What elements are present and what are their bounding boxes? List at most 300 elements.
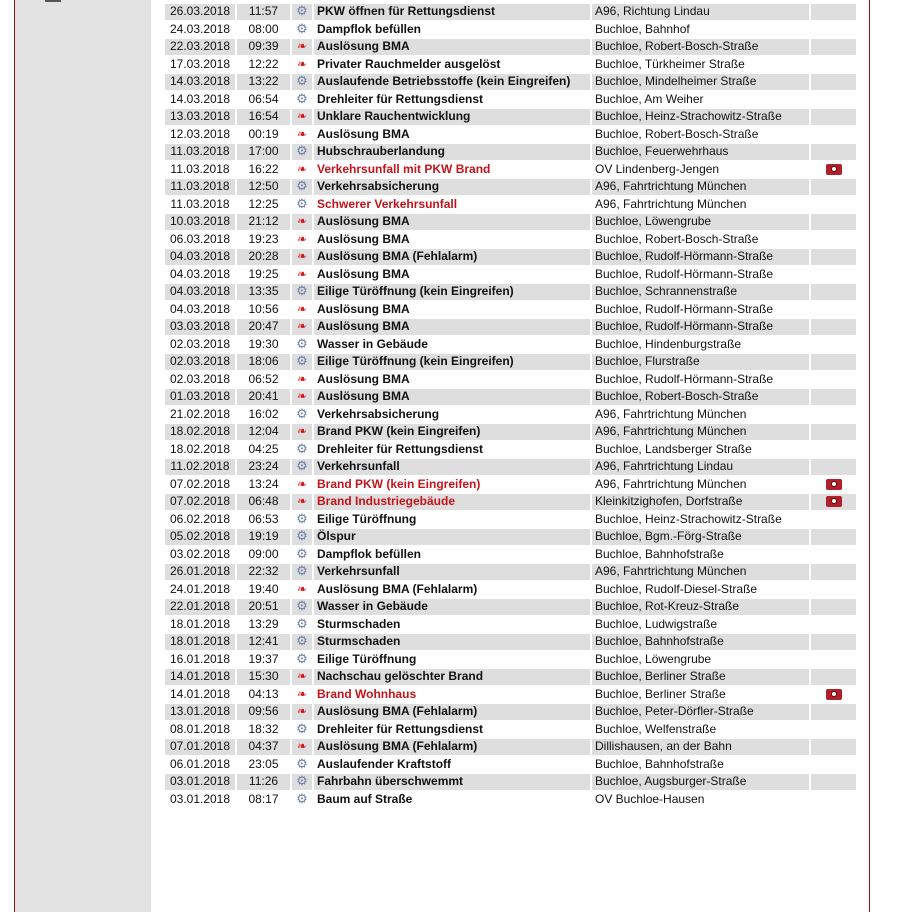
row-media-cell [811,39,856,55]
row-location: A96, Fahrtrichtung München [592,424,809,440]
row-title-link[interactable]: Sturmschaden [314,617,590,633]
gear-icon: ⚙ [296,615,308,631]
row-date: 18.01.2018 [165,634,235,650]
table-row [165,564,856,580]
row-title-link[interactable]: Verkehrsunfall mit PKW Brand [314,162,590,178]
row-title-link[interactable]: Auslösung BMA [314,39,590,55]
row-title-link[interactable]: Hubschrauberlandung [314,144,590,160]
flame-icon: ❧ [295,109,309,124]
row-media-cell [811,529,856,545]
gear-icon: ⚙ [296,633,308,649]
row-type-cell [292,739,312,755]
row-type-cell [292,547,312,563]
table-row [165,144,856,160]
row-location: OV Buchloe-Hausen [592,792,809,808]
table-row [165,494,856,510]
row-time: 11:57 [237,4,290,20]
row-location: Buchloe, Bahnhof [592,22,809,38]
table-row [165,774,856,790]
row-time: 13:35 [237,284,290,300]
row-media-cell [811,57,856,73]
row-location: Buchloe, Rudolf-Hörmann-Straße [592,249,809,265]
row-date: 12.03.2018 [165,127,235,143]
row-media-cell [811,179,856,195]
row-date: 22.01.2018 [165,599,235,615]
row-type-cell [292,389,312,405]
table-row [165,512,856,528]
row-title-link[interactable]: Fahrbahn überschwemmt [314,774,590,790]
row-time: 12:50 [237,179,290,195]
flame-icon: ❧ [295,214,309,229]
row-type-cell [292,652,312,668]
table-row [165,284,856,300]
row-title-link[interactable]: Auslösung BMA (Fehlalarm) [314,739,590,755]
row-time: 11:26 [237,774,290,790]
right-border [869,0,870,912]
row-media-cell [811,792,856,808]
row-media-cell [811,599,856,615]
row-date: 14.01.2018 [165,669,235,685]
row-title-link[interactable]: Wasser in Gebäude [314,599,590,615]
row-time: 08:00 [237,22,290,38]
table-row [165,669,856,685]
sidebar-strip [45,0,61,2]
row-type-cell [292,722,312,738]
row-location: A96, Fahrtrichtung Lindau [592,459,809,475]
row-location: Buchloe, Heinz-Strachowitz-Straße [592,109,809,125]
row-time: 20:47 [237,319,290,335]
row-title-link[interactable]: Auslösung BMA [314,389,590,405]
row-media-cell [811,354,856,370]
row-date: 03.03.2018 [165,319,235,335]
flame-icon: ❧ [295,581,309,596]
row-title-link[interactable]: Brand PKW (kein Eingreifen) [314,477,590,493]
row-title-link[interactable]: Unklare Rauchentwicklung [314,109,590,125]
row-title-link[interactable]: Drehleiter für Rettungsdienst [314,722,590,738]
row-time: 23:24 [237,459,290,475]
row-title-link[interactable]: Brand PKW (kein Eingreifen) [314,424,590,440]
row-date: 03.01.2018 [165,792,235,808]
row-location: OV Lindenberg-Jengen [592,162,809,178]
row-location: Buchloe, Rudolf-Hörmann-Straße [592,372,809,388]
row-type-cell [292,459,312,475]
row-date: 05.02.2018 [165,529,235,545]
gear-icon: ⚙ [296,773,308,789]
table-row [165,477,856,493]
row-date: 24.03.2018 [165,22,235,38]
table-row [165,57,856,73]
row-title-link[interactable]: Eilige Türöffnung [314,512,590,528]
row-time: 23:05 [237,757,290,773]
gear-icon: ⚙ [296,528,308,544]
row-time: 06:48 [237,494,290,510]
row-time: 13:22 [237,74,290,90]
row-type-cell [292,704,312,720]
row-type-cell [292,39,312,55]
row-time: 22:32 [237,564,290,580]
row-type-cell [292,302,312,318]
row-location: Buchloe, Berliner Straße [592,669,809,685]
table-row [165,162,856,178]
row-time: 04:25 [237,442,290,458]
row-location: Kleinkitzighofen, Dorfstraße [592,494,809,510]
row-media-cell [811,512,856,528]
row-media-cell [811,92,856,108]
table-row [165,442,856,458]
row-location: Buchloe, Robert-Bosch-Straße [592,127,809,143]
row-title-link[interactable]: Eilige Türöffnung [314,652,590,668]
row-location: Buchloe, Mindelheimer Straße [592,74,809,90]
table-row [165,337,856,353]
table-row [165,39,856,55]
table-row [165,302,856,318]
table-row [165,267,856,283]
row-time: 16:54 [237,109,290,125]
row-time: 18:32 [237,722,290,738]
row-date: 07.01.2018 [165,739,235,755]
row-title-link[interactable]: Wasser in Gebäude [314,337,590,353]
camera-icon[interactable] [826,496,842,507]
row-media-cell [811,669,856,685]
row-time: 20:51 [237,599,290,615]
sidebar [15,0,151,912]
row-time: 12:25 [237,197,290,213]
row-title-link[interactable]: Auslaufender Kraftstoff [314,757,590,773]
row-location: Buchloe, Bahnhofstraße [592,757,809,773]
row-date: 11.03.2018 [165,179,235,195]
row-title-link[interactable]: Verkehrsabsicherung [314,179,590,195]
row-type-cell [292,599,312,615]
camera-icon[interactable] [826,689,842,700]
row-media-cell [811,739,856,755]
row-time: 19:30 [237,337,290,353]
row-time: 08:17 [237,792,290,808]
row-type-cell [292,774,312,790]
row-location: Buchloe, Bahnhofstraße [592,634,809,650]
flame-icon: ❧ [295,424,309,439]
flame-icon: ❧ [295,56,309,71]
table-row [165,407,856,423]
flame-icon: ❧ [295,161,309,176]
row-type-cell [292,477,312,493]
row-date: 04.03.2018 [165,267,235,283]
row-type-cell [292,57,312,73]
row-media-cell [811,582,856,598]
row-type-cell [292,232,312,248]
row-location: A96, Richtung Lindau [592,4,809,20]
flame-icon: ❧ [295,39,309,54]
table-row [165,617,856,633]
row-time: 13:29 [237,617,290,633]
row-title-link[interactable]: Dampflok befüllen [314,22,590,38]
row-type-cell [292,634,312,650]
flame-icon: ❧ [295,301,309,316]
row-time: 09:56 [237,704,290,720]
row-location: Buchloe, Schrannenstraße [592,284,809,300]
row-time: 12:22 [237,57,290,73]
row-title-link[interactable]: Eilige Türöffnung (kein Eingreifen) [314,284,590,300]
table-row [165,529,856,545]
row-media-cell [811,477,856,493]
row-date: 08.01.2018 [165,722,235,738]
row-location: Buchloe, Robert-Bosch-Straße [592,389,809,405]
row-title-link[interactable]: Auslösung BMA [314,127,590,143]
row-media-cell [811,442,856,458]
row-media-cell [811,564,856,580]
row-media-cell [811,267,856,283]
row-title-link[interactable]: Drehleiter für Rettungsdienst [314,92,590,108]
row-title-link[interactable]: Ölspur [314,529,590,545]
row-title-link[interactable]: Baum auf Straße [314,792,590,808]
row-date: 18.02.2018 [165,442,235,458]
row-media-cell [811,197,856,213]
row-type-cell [292,407,312,423]
row-title-link[interactable]: Eilige Türöffnung (kein Eingreifen) [314,354,590,370]
operations-table [163,2,858,809]
row-title-link[interactable]: Verkehrsabsicherung [314,407,590,423]
row-location: Buchloe, Am Weiher [592,92,809,108]
row-media-cell [811,22,856,38]
row-title-link[interactable]: Verkehrsunfall [314,459,590,475]
row-time: 20:41 [237,389,290,405]
row-location: Buchloe, Landsberger Straße [592,442,809,458]
row-location: A96, Fahrtrichtung München [592,477,809,493]
row-date: 14.01.2018 [165,687,235,703]
row-media-cell [811,617,856,633]
row-time: 16:02 [237,407,290,423]
row-location: Buchloe, Rudolf-Hörmann-Straße [592,267,809,283]
row-location: Buchloe, Peter-Dörfler-Straße [592,704,809,720]
row-type-cell [292,337,312,353]
row-location: Buchloe, Feuerwehrhaus [592,144,809,160]
table-row [165,704,856,720]
row-media-cell [811,372,856,388]
gear-icon: ⚙ [296,563,308,579]
row-time: 04:37 [237,739,290,755]
row-type-cell [292,792,312,808]
row-type-cell [292,74,312,90]
operations-table-body [165,4,856,807]
row-title-link[interactable]: Auslösung BMA [314,319,590,335]
row-title-link[interactable]: Auslösung BMA [314,232,590,248]
row-time: 19:37 [237,652,290,668]
row-title-link[interactable]: Brand Industriegebäude [314,494,590,510]
flame-icon: ❧ [295,494,309,509]
gear-icon: ⚙ [296,650,308,666]
flame-icon: ❧ [295,686,309,701]
row-title-link[interactable]: Dampflok befüllen [314,547,590,563]
row-type-cell [292,144,312,160]
row-time: 17:00 [237,144,290,160]
row-date: 07.02.2018 [165,494,235,510]
gear-icon: ⚙ [296,90,308,106]
row-media-cell [811,652,856,668]
gear-icon: ⚙ [296,3,308,19]
row-time: 15:30 [237,669,290,685]
table-row [165,722,856,738]
table-row [165,127,856,143]
row-title-link[interactable]: Drehleiter für Rettungsdienst [314,442,590,458]
row-date: 13.01.2018 [165,704,235,720]
row-time: 16:22 [237,162,290,178]
row-type-cell [292,512,312,528]
row-media-cell [811,284,856,300]
row-title-link[interactable]: Schwerer Verkehrsunfall [314,197,590,213]
row-location: Buchloe, Bgm.-Förg-Straße [592,529,809,545]
row-media-cell [811,162,856,178]
table-row [165,249,856,265]
gear-icon: ⚙ [296,755,308,771]
gear-icon: ⚙ [296,510,308,526]
table-row [165,582,856,598]
row-media-cell [811,687,856,703]
row-title-link[interactable]: Auslaufende Betriebsstoffe (kein Eingreifen) [314,74,590,90]
row-media-cell [811,722,856,738]
row-type-cell [292,757,312,773]
row-date: 17.03.2018 [165,57,235,73]
row-location: Buchloe, Rudolf-Hörmann-Straße [592,302,809,318]
row-date: 04.03.2018 [165,284,235,300]
row-date: 11.03.2018 [165,162,235,178]
row-time: 13:24 [237,477,290,493]
row-date: 06.01.2018 [165,757,235,773]
table-row [165,372,856,388]
row-time: 19:25 [237,267,290,283]
row-type-cell [292,249,312,265]
row-title-link[interactable]: Auslösung BMA [314,267,590,283]
row-date: 11.03.2018 [165,197,235,213]
row-time: 10:56 [237,302,290,318]
row-media-cell [811,109,856,125]
row-title-link[interactable]: Auslösung BMA (Fehlalarm) [314,582,590,598]
row-time: 19:19 [237,529,290,545]
row-date: 07.02.2018 [165,477,235,493]
row-time: 20:28 [237,249,290,265]
row-title-link[interactable]: Auslösung BMA [314,302,590,318]
row-media-cell [811,704,856,720]
row-media-cell [811,494,856,510]
flame-icon: ❧ [295,739,309,754]
gear-icon: ⚙ [296,440,308,456]
row-date: 14.03.2018 [165,74,235,90]
row-title-link[interactable]: Brand Wohnhaus [314,687,590,703]
row-date: 26.01.2018 [165,564,235,580]
row-media-cell [811,757,856,773]
row-time: 06:54 [237,92,290,108]
row-type-cell [292,529,312,545]
row-title-link[interactable]: Sturmschaden [314,634,590,650]
flame-icon: ❧ [295,389,309,404]
row-media-cell [811,337,856,353]
table-row [165,354,856,370]
row-location: Buchloe, Rudolf-Diesel-Straße [592,582,809,598]
row-media-cell [811,774,856,790]
row-type-cell [292,687,312,703]
row-type-cell [292,582,312,598]
gear-icon: ⚙ [296,178,308,194]
row-title-link[interactable]: Auslösung BMA [314,214,590,230]
flame-icon: ❧ [295,319,309,334]
row-media-cell [811,407,856,423]
gear-icon: ⚙ [296,353,308,369]
row-time: 19:40 [237,582,290,598]
row-location: Buchloe, Flurstraße [592,354,809,370]
row-location: Dillishausen, an der Bahn [592,739,809,755]
row-media-cell [811,459,856,475]
table-row [165,687,856,703]
row-location: Buchloe, Türkheimer Straße [592,57,809,73]
row-title-link[interactable]: Auslösung BMA (Fehlalarm) [314,704,590,720]
row-title-link[interactable]: Nachschau gelöschter Brand [314,669,590,685]
row-date: 18.02.2018 [165,424,235,440]
table-row [165,197,856,213]
row-type-cell [292,197,312,213]
row-title-link[interactable]: Verkehrsunfall [314,564,590,580]
row-location: A96, Fahrtrichtung München [592,197,809,213]
left-border [0,0,15,912]
row-title-link[interactable]: Auslösung BMA [314,372,590,388]
row-type-cell [292,494,312,510]
gear-icon: ⚙ [296,598,308,614]
row-type-cell [292,214,312,230]
row-type-cell [292,354,312,370]
table-row [165,547,856,563]
table-row [165,232,856,248]
camera-icon[interactable] [826,164,842,175]
row-location: A96, Fahrtrichtung München [592,179,809,195]
gear-icon: ⚙ [296,405,308,421]
row-media-cell [811,4,856,20]
row-date: 02.03.2018 [165,372,235,388]
table-row [165,757,856,773]
row-location: Buchloe, Löwengrube [592,214,809,230]
row-location: Buchloe, Robert-Bosch-Straße [592,232,809,248]
gear-icon: ⚙ [296,73,308,89]
table-row [165,22,856,38]
row-date: 06.02.2018 [165,512,235,528]
row-location: Buchloe, Löwengrube [592,652,809,668]
row-media-cell [811,214,856,230]
table-row [165,599,856,615]
table-row [165,319,856,335]
flame-icon: ❧ [295,669,309,684]
row-location: Buchloe, Berliner Straße [592,687,809,703]
row-title-link[interactable]: PKW öffnen für Rettungsdienst [314,4,590,20]
table-row [165,74,856,90]
camera-icon[interactable] [826,479,842,490]
row-date: 18.01.2018 [165,617,235,633]
gear-icon: ⚙ [296,195,308,211]
row-title-link[interactable]: Privater Rauchmelder ausgelöst [314,57,590,73]
row-title-link[interactable]: Auslösung BMA (Fehlalarm) [314,249,590,265]
table-row [165,109,856,125]
row-date: 26.03.2018 [165,4,235,20]
row-time: 18:06 [237,354,290,370]
table-row [165,389,856,405]
row-type-cell [292,669,312,685]
row-type-cell [292,319,312,335]
row-type-cell [292,284,312,300]
row-time: 09:39 [237,39,290,55]
row-location: A96, Fahrtrichtung München [592,564,809,580]
row-time: 19:23 [237,232,290,248]
row-date: 01.03.2018 [165,389,235,405]
row-location: Buchloe, Robert-Bosch-Straße [592,39,809,55]
row-date: 11.02.2018 [165,459,235,475]
row-type-cell [292,109,312,125]
row-date: 22.03.2018 [165,39,235,55]
gear-icon: ⚙ [296,283,308,299]
